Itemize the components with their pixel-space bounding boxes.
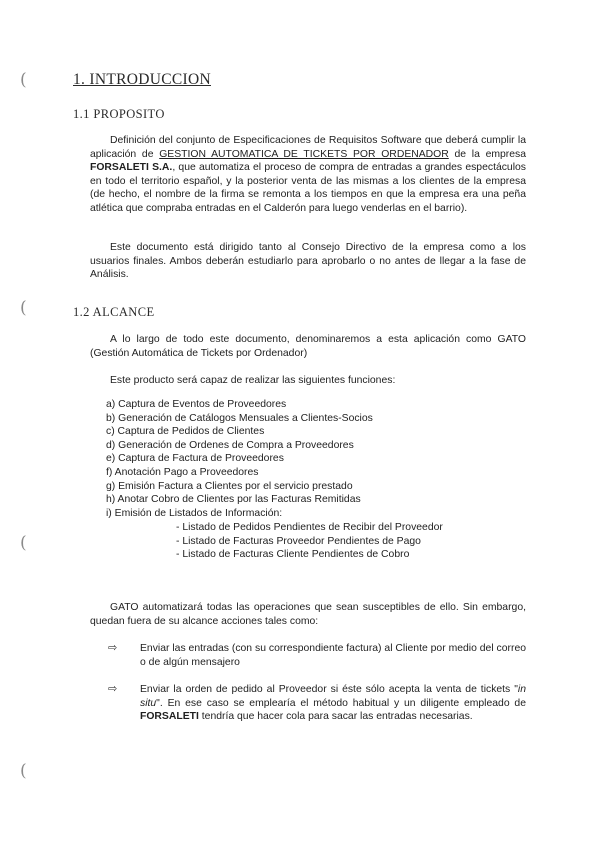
function-item: f) Anotación Pago a Proveedores — [106, 466, 259, 478]
function-item: d) Generación de Ordenes de Compra a Proveedores — [106, 439, 354, 451]
section-title-alcance: 1.2 ALCANCE — [73, 305, 155, 319]
punch-hole-mark: ( — [20, 70, 27, 90]
company-name: FORSALETI — [140, 711, 199, 723]
listing-item: - Listado de Facturas Cliente Pendientes de Cobro — [176, 549, 410, 561]
alcance-paragraph-1: A lo largo de todo este documento, denominaremos a esta aplicación como GATO (Gestión Automática de Tickets por Ordenador) — [90, 334, 526, 359]
section-title-proposito: 1.1 PROPOSITO — [73, 107, 165, 121]
punch-hole-mark: ( — [20, 533, 27, 553]
exclusion-item: ⇨ Enviar la orden de pedido al Proveedor si éste sólo acepta la venta de tickets "in situ". En ese caso se emplearía el método habitual y un diligente empleado de FORSALETI tendría que hacer cola para sacar las entradas necesarias. — [108, 683, 526, 723]
arrow-bullet-icon: ⇨ — [108, 683, 118, 696]
functions-list — [106, 398, 373, 520]
function-item: a) Captura de Eventos de Proveedores — [106, 399, 287, 410]
chapter-title: 1. INTRODUCCION — [73, 71, 211, 88]
function-item: h) Anotar Cobro de Clientes por las Facturas Remitidas — [106, 494, 361, 506]
listings-list — [176, 521, 443, 562]
in-situ-term: in situ — [140, 684, 526, 709]
function-item: e) Captura de Factura de Proveedores — [106, 453, 284, 465]
punch-hole-mark: ( — [20, 761, 27, 781]
punch-hole-mark: ( — [20, 298, 27, 318]
company-name: FORSALETI S.A. — [90, 162, 173, 174]
function-item: g) Emisión Factura a Clientes por el servicio prestado — [106, 480, 353, 492]
proposito-paragraph-1: Definición del conjunto de Especificaciones de Requisitos Software que deberá cumplir la aplicación de GESTION AUTOMATICA DE TICKETS POR ORDENADOR de la empresa FORSALETI S.A., que automatiza el proceso de compra de entradas a grandes espectáculos en todo el territorio español, y la posterior venta de las mismas a los clientes de la empresa (de hecho, el nombre de la firma se remonta a los tiempos en que la empresa era una peña atlética que compraba entradas en el Calderón para luego venderlas en el barrio). — [90, 135, 527, 214]
function-item: c) Captura de Pedidos de Clientes — [106, 426, 265, 438]
function-item: i) Emisión de Listados de Información: — [106, 507, 283, 519]
alcance-paragraph-2: Este producto será capaz de realizar las siguientes funciones: — [110, 375, 396, 386]
function-item: b) Generación de Catálogos Mensuales a Clientes-Socios — [106, 412, 373, 424]
exclusions-list — [108, 642, 526, 738]
app-name: GESTION AUTOMATICA DE TICKETS POR ORDENADOR — [159, 148, 449, 160]
exclusion-item: ⇨ Enviar las entradas (con su correspondiente factura) al Cliente por medio del correo o de algún mensajero — [108, 642, 526, 668]
arrow-bullet-icon: ⇨ — [108, 642, 118, 654]
proposito-paragraph-2: Este documento está dirigido tanto al Consejo Directivo de la empresa como a los usuarios finales. Ambos deberán estudiarlo para aprobarlo o no antes de llegar a la fase de Análisis. — [90, 242, 526, 281]
listing-item: - Listado de Facturas Proveedor Pendientes de Pago — [176, 535, 421, 547]
alcance-paragraph-3: GATO automatizará todas las operaciones que sean susceptibles de ello. Sin embargo, quedan fuera de su alcance acciones tales como: — [90, 602, 526, 627]
listing-item: - Listado de Pedidos Pendientes de Recibir del Proveedor — [176, 522, 443, 533]
